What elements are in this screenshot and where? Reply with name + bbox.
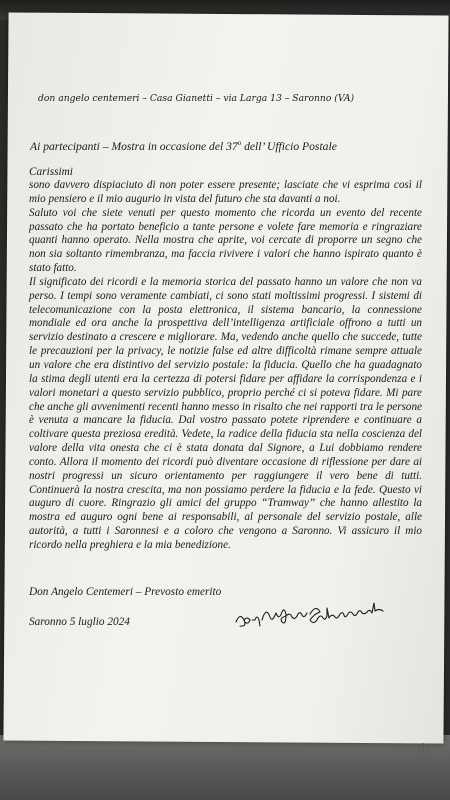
- letter-paragraph: Il significato dei ricordi e la memoria storica del passato hanno un valore che non va perso. I tempi sono veramente cambiati, ci sono stati moltissimi progressi. I sistemi di telecomunicazione con la posta elettronica, il sistema bancario, la connessione mondiale ed ora anche la prospettiva dell’intelligenza artificiale offrono a tutti un servizio destinato a crescere e migliorare. Ma, vedendo anche quello che succede, tutte le precauzioni per la privacy, le notizie false ed altre difficoltà rimane sempre attuale un valore che era distintivo del servizio postale: la fiducia. Quello che ha guadagnato la stima degli utenti era la certezza di potersi fidare per affidare la corrispondenza e i valori monetari a questo servizio pubblico, proprio perché ci si poteva fidare. Mi pare che anche gli avvenimenti recenti hanno messo in risalto che nei rapporti tra le persone è venuta a mancare la fiducia. Dal vostro passato potete riprendere e continuare a coltivare questa preziosa eredità. Vedete, la radice della fiducia sta nella coscienza del valore della vita onesta che ci è stata donata dal Signore, a Lui dobbiamo rendere conto. Allora il momento dei ricordi può diventare occasione di riflessione per dare ai nostri progressi un sicuro orientamento per raggiungere il vero bene di tutti. Continuerà la nostra crescita, ma non possiamo perdere la fiducia e la fede. Questo vi auguro di cuore. Ringrazio gli amici del gruppo “Tramway” che hanno allestito la mostra ed auguro ogni bene ai responsabili, al personale del servizio postale, alle autorità, a tutti i Saronnesi e a coloro che vengono a Saronno. Vi assicuro il mio ricordo nella preghiera e la mia benedizione.: [29, 275, 422, 551]
- recipient-ordinal: o: [237, 139, 242, 147]
- table-surface: [0, 735, 450, 800]
- recipient-line: [30, 139, 430, 153]
- sender-address-line: don angelo centemeri – Casa Gianetti – via Larga 13 – Saronno (VA): [38, 93, 355, 104]
- corner-stamp-mark: [416, 740, 436, 756]
- letter-paragraph: Saluto voi che siete venuti per questo momento che ricorda un evento del recente passato che ha portato beneficio a tante persone e volete fare memoria e ringraziare quanti hanno operato. Nella mostra che aprite, voi cercate di proporre un segno che non sia soltanto rimembranza, ma faccia rivivere i valori che hanno ispirato quanto è stato fatto.: [29, 206, 422, 275]
- recipient-suffix: dell’ Ufficio Postale: [241, 139, 337, 153]
- letter-greeting: Carissimi: [29, 166, 73, 178]
- handwritten-signature: [232, 598, 412, 638]
- recipient-prefix: Ai partecipanti – Mostra in occasione del 37: [30, 139, 238, 153]
- letter-signoff: Don Angelo Centemeri – Prevosto emerito: [29, 586, 222, 598]
- letter-date: Saronno 5 luglio 2024: [29, 616, 130, 628]
- letter-paragraph: sono davvero dispiaciuto di non poter essere presente; lasciate che vi esprima così il mio pensiero e il mio augurio in vista del futuro che sta davanti a noi.: [29, 179, 422, 205]
- letter-body: [29, 179, 422, 553]
